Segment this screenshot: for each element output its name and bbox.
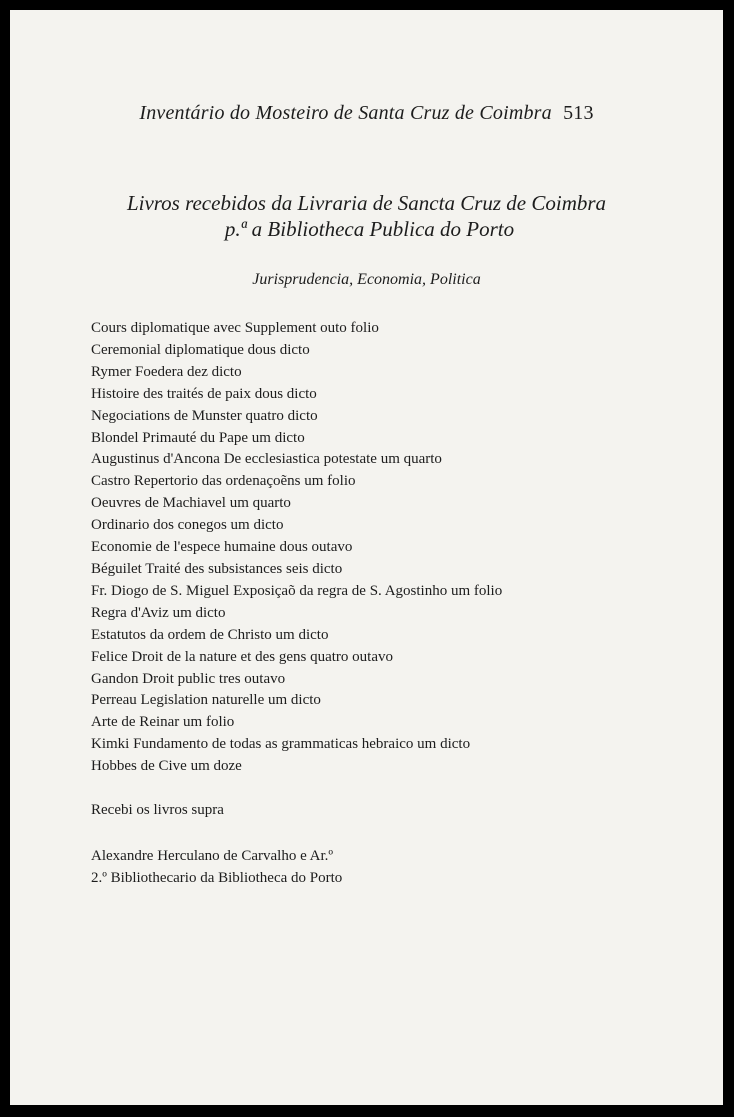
- list-item: Felice Droit de la nature et des gens quatro outavo: [91, 648, 393, 665]
- receipt-note: Recebi os livros supra: [91, 802, 224, 818]
- signature-block: [91, 845, 342, 889]
- list-item: Estatutos da ordem de Christo um dicto: [91, 626, 329, 643]
- list-item: Ordinario dos conegos um dicto: [91, 517, 284, 534]
- list-item: Histoire des traités de paix dous dicto: [91, 385, 317, 402]
- document-page: [10, 10, 723, 1105]
- running-head: [10, 102, 723, 125]
- list-item: Negociations de Munster quatro dicto: [91, 407, 318, 424]
- list-item: Hobbes de Cive um doze: [91, 758, 242, 775]
- signatory-title: 2.º Bibliothecario da Bibliotheca do Porto: [91, 870, 343, 886]
- page-number: 513: [563, 102, 594, 124]
- list-item: Oeuvres de Machiavel um quarto: [91, 495, 291, 512]
- list-item: Cours diplomatique avec Supplement outo folio: [91, 320, 379, 336]
- list-item: Perreau Legislation naturelle um dicto: [91, 692, 321, 709]
- list-item: Economie de l'espece humaine dous outavo: [91, 539, 353, 556]
- list-item: Gandon Droit public tres outavo: [91, 670, 286, 687]
- book-list: [91, 318, 502, 778]
- page-title: [10, 190, 723, 242]
- list-item: Augustinus d'Ancona De ecclesiastica potestate um quarto: [91, 451, 442, 468]
- list-item: Blondel Primauté du Pape um dicto: [91, 429, 305, 446]
- list-item: Regra d'Aviz um dicto: [91, 604, 226, 621]
- list-item: Ceremonial diplomatique dous dicto: [91, 341, 310, 358]
- list-item: Fr. Diogo de S. Miguel Exposiçaõ da regra de S. Agostinho um folio: [91, 582, 503, 599]
- list-item: Rymer Foedera dez dicto: [91, 363, 242, 380]
- list-item: Arte de Reinar um folio: [91, 714, 235, 731]
- title-line-1: Livros recebidos da Livraria de Sancta Cruz de Coimbra: [126, 191, 607, 215]
- list-item: Béguilet Traité des subsistances seis dicto: [91, 560, 343, 577]
- title-line-2: p.ª a Bibliotheca Publica do Porto: [224, 217, 515, 241]
- list-item: Kimki Fundamento de todas as grammaticas hebraico um dicto: [91, 736, 471, 753]
- signatory-name: Alexandre Herculano de Carvalho e Ar.º: [91, 848, 334, 864]
- section-subtitle: Jurisprudencia, Economia, Politica: [252, 271, 481, 288]
- running-head-title: Inventário do Mosteiro de Santa Cruz de Coimbra: [139, 102, 552, 124]
- list-item: Castro Repertorio das ordenaçoẽns um folio: [91, 473, 356, 490]
